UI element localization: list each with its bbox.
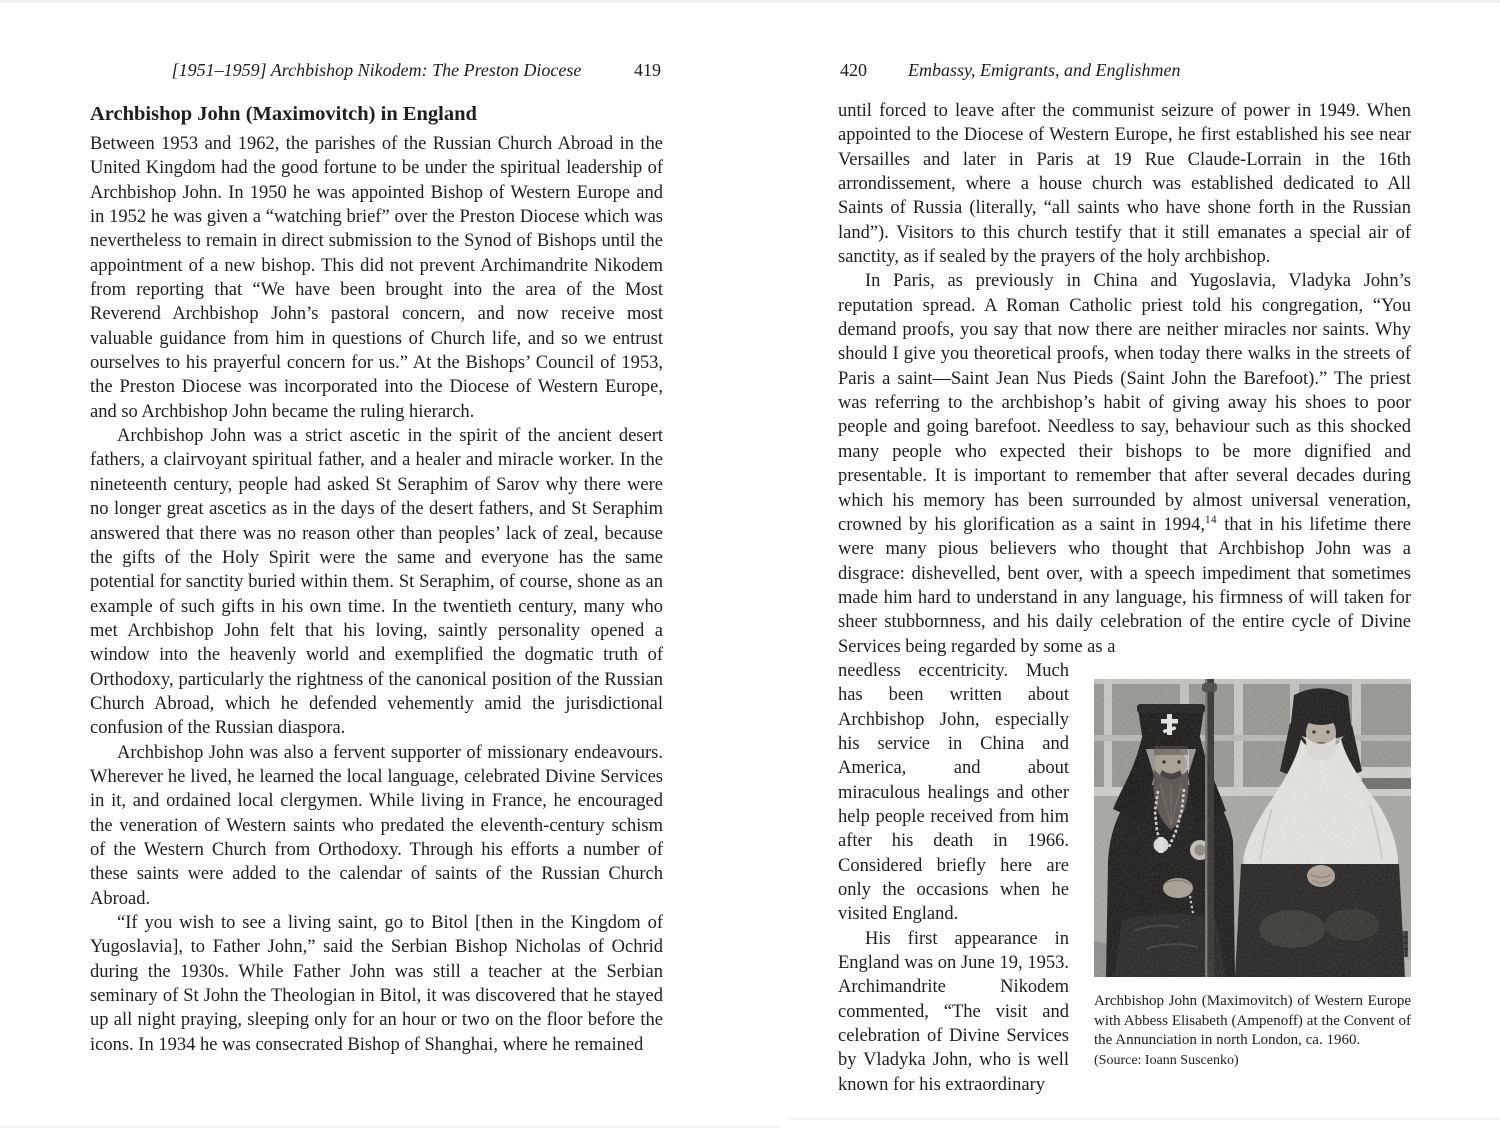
running-head-title: Embassy, Emigrants, and Englishmen (908, 60, 1181, 80)
body-text-right (838, 99, 1411, 1097)
photo-archbishop-john-and-abbess-elisabeth (1094, 679, 1411, 977)
page-419 (90, 57, 663, 1057)
section-heading: Archbishop John (Maximovitch) in England (90, 103, 477, 125)
scan-edge-bottom-left (0, 1126, 780, 1128)
paragraph-segment: In Paris, as previously in China and Yugoslavia, Vladyka John’s reputation spread. A Roman Catholic priest told his congregation, “You demand proofs, you say that now there are neither miracles nor saints. Why should I give you theoretical proofs, when today there walks in the streets of Paris a saint—Saint Jean Nus Pieds (Saint John the Barefoot).” The priest was referring to the archbishop’s habit of giving away his shoes to poor people and going barefoot. Needless to say, behaviour such as this shocked many people who expected their bishops to be more dignified and presentable. It is important to remember that after several decades during which his memory has been surrounded by almost universal veneration, crowned by his glorification as a saint in 1994, (838, 271, 1411, 535)
paragraph: His first appearance in England was on June 19, 1953. Archimandrite Nikodem commented, “The visit and celebration of Divine Services by Vladyka John, who is well known for his extraordinary (838, 928, 1069, 1095)
paragraph-continuation: needless eccentricity. Much has been written about Archbishop John, especially his service in China and America, and about miraculous healings and other help people received from him after his death in 1966. Considered briefly here are only the occasions when he visited England. (838, 660, 1069, 925)
text-and-photo-zone (838, 659, 1411, 1097)
paragraph-segment: that in his lifetime there were many pious believers who thought that Archbishop John was a disgrace: dishevelled, bent over, with a speech impediment that sometimes made him hard to understand in any language, his firmness of will taken for sheer stubbornness, and his daily celebration of the entire cycle of Divine Services being regarded by some as a (838, 514, 1411, 657)
paragraph: Archbishop John was a strict ascetic in the spirit of the ancient desert fathers, a clairvoyant spiritual father, and a healer and miracle worker. In the nineteenth century, people had asked St Seraphim of Sarov why there were no longer great ascetics as in the days of the desert fathers, and St Seraphim answered that there was no reason other than peoples’ lack of zeal, because the gifts of the Holy Spirit were the same and everyone has the same potential for sanctity buried within them. St Seraphim, of course, shone as an example of such gifts in his own time. In the twentieth century, many who met Archbishop John felt that his loving, saintly personality opened a window into the heavenly world and exemplified the dogmatic truth of Orthodoxy, particularly the rightness of the canonical position of the Russian Church Abroad, which he defended vehemently amid the jurisdictional confusion of the Russian diaspora. (90, 426, 663, 739)
paragraph: Between 1953 and 1962, the parishes of the Russian Church Abroad in the United Kingdom had the good fortune to be under the spiritual leadership of Archbishop John. In 1950 he was appointed Bishop of Western Europe and in 1952 he was given a “watching brief” over the Preston Diocese which was nevertheless to remain in direct submission to the Synod of Bishops until the appointment of a new bishop. This did not prevent Archimandrite Nikodem from reporting that “We have been brought into the area of the Most Reverend Archbishop John’s pastoral concern, and now receive most valuable guidance from him in questions of Church life, and so we entrust ourselves to his prayerful concern for us.” At the Bishops’ Council of 1953, the Preston Diocese was incorporated into the Diocese of Western Europe, and so Archbishop John became the ruling hierarch. (90, 134, 663, 422)
paragraph: “If you wish to see a living saint, go to Bitol [then in the Kingdom of Yugoslavia], to Father John,” said the Serbian Bishop Nicholas of Ochrid during the 1930s. While Father John was still a teacher at the Serbian seminary of St John the Theologian in Bitol, it was discovered that he stayed up all night praying, sleeping only for an hour or two on the floor before the icons. In 1934 he was consecrated Bishop of Shanghai, where he remained (90, 913, 663, 1055)
photo-caption: Archbishop John (Maximovitch) of Western Europe with Abbess Elisabeth (Ampenoff) at the Convent of the Annunciation in north London, ca. 1960. (1094, 992, 1411, 1049)
body-text-left (90, 132, 663, 1057)
running-head-right (838, 57, 1411, 83)
running-head-title: [1951–1959] Archbishop Nikodem: The Preston Diocese (171, 60, 582, 80)
page-number: 420 (840, 60, 867, 80)
paragraph: until forced to leave after the communist seizure of power in 1949. When appointed to the Diocese of Western Europe, he first established his see near Versailles and later in Paris at 19 Rue Claude-Lorrain in the 16th arrondissement, where a house church was established dedicated to All Saints of Russia (literally, “all saints who have shone forth in the Russian land”). Visitors to this church testify that it still emanates a special air of sanctity, as if sealed by the prayers of the holy archbishop. (838, 101, 1411, 268)
photo-caption-source: (Source: Ioann Suscenko) (1094, 1052, 1239, 1068)
running-head-left (90, 57, 663, 83)
scan-edge-bottom-right (790, 1118, 1500, 1120)
page-420 (838, 57, 1411, 1097)
photo-figure (1094, 679, 1411, 1070)
footnote-reference: 14 (1204, 513, 1218, 526)
page-number: 419 (634, 60, 661, 80)
scan-edge-top (0, 0, 1500, 3)
paragraph: Archbishop John was also a fervent supporter of missionary endeavours. Wherever he lived, he learned the local language, celebrated Divine Services in it, and ordained local clergymen. While living in France, he encouraged the veneration of Western saints who predated the eleventh-century schism of the Western Church from Orthodoxy. Through his efforts a number of these saints were added to the calendar of saints of the Russian Church Abroad. (90, 742, 663, 909)
paragraph-with-footnote (838, 269, 1411, 659)
